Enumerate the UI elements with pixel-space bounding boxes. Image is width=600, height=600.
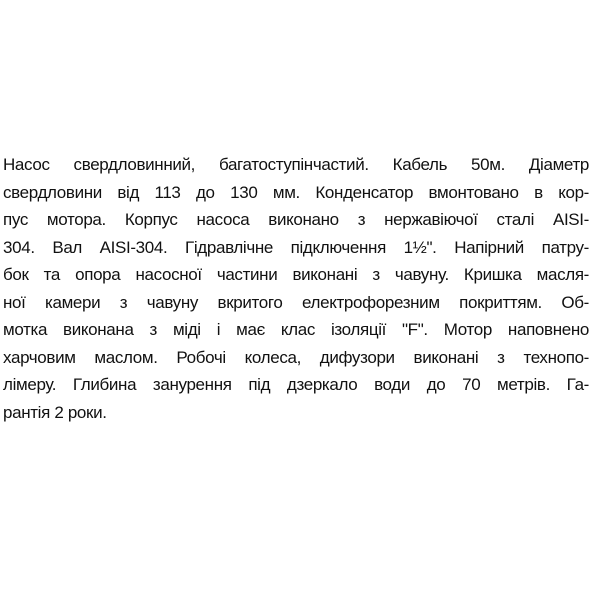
description-line-3: пус мотора. Корпус насоса виконано з нержавіючої сталі AISI-: [3, 210, 589, 229]
product-description: [3, 151, 589, 426]
description-line-2: свердловини від 113 до 130 мм. Конденсатор вмонтовано в кор-: [3, 182, 589, 202]
description-line-5: бок та опора насосної частини виконані з чавуну. Кришка масля-: [3, 265, 589, 284]
description-line-9: лімеру. Глибина занурення під дзеркало води до 70 метрів. Га-: [3, 375, 589, 394]
description-line-8: харчовим маслом. Робочі колеса, дифузори виконані з технопо-: [3, 347, 589, 367]
description-line-10: рантія 2 роки.: [3, 402, 107, 422]
description-line-6: ної камери з чавуну вкритого електрофорезним покриттям. Об-: [3, 292, 589, 312]
description-line-1: Насос свердловинний, багатоступінчастий. Кабель 50м. Діаметр: [3, 155, 589, 174]
description-line-4: 304. Вал AISI-304. Гідравлічне підключення 1½". Напірний патру-: [3, 237, 589, 257]
description-line-7: мотка виконана з міді і має клас ізоляції "F". Мотор наповнено: [3, 320, 589, 339]
